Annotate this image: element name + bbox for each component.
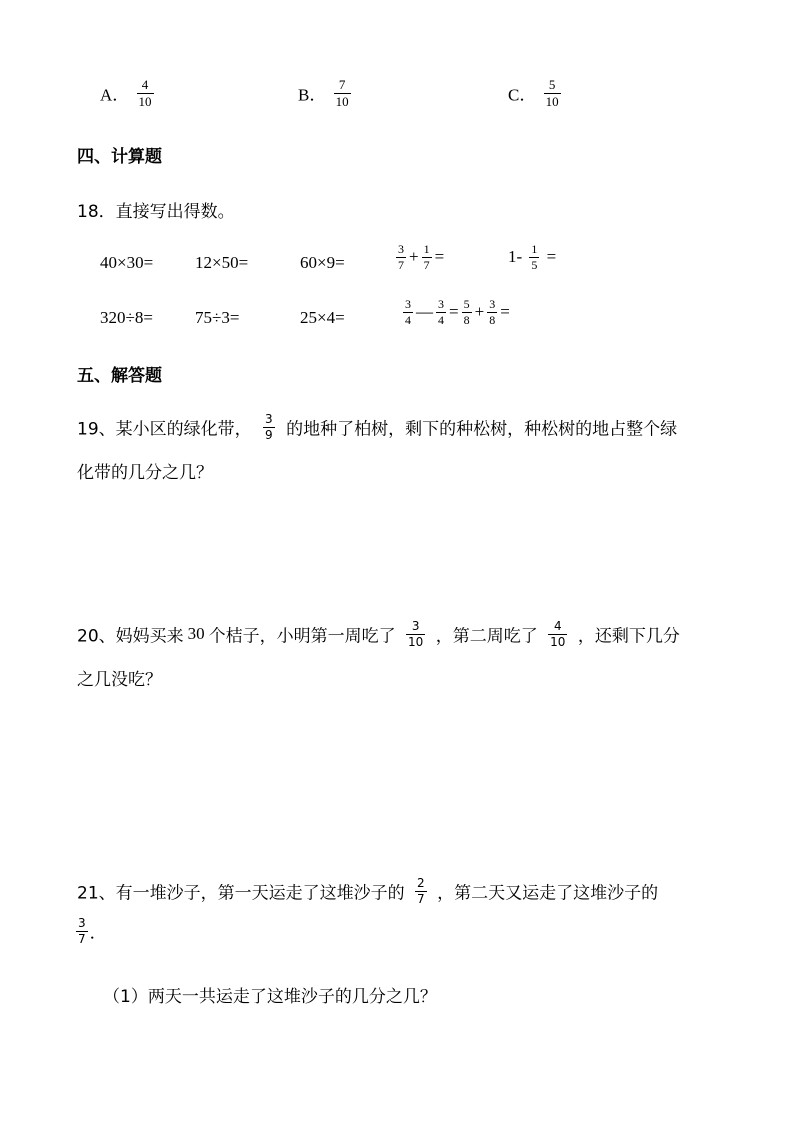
fraction: [403, 298, 413, 326]
numerator: 4: [141, 77, 149, 92]
question-18-text: 18．直接写出得数。: [77, 202, 235, 222]
minus-sign: —: [416, 302, 433, 322]
calc-60x9: 60×9=: [300, 253, 345, 272]
calc-40x30: 40×30=: [100, 253, 154, 272]
one-minus: 1-: [508, 247, 523, 267]
q21-text-mid: ，第二天又运走了这堆沙子的: [437, 883, 659, 904]
denominator: 8: [489, 312, 496, 327]
numerator: 2: [417, 876, 425, 890]
fraction: [406, 620, 425, 648]
denominator: 4: [405, 312, 411, 327]
numerator: 3: [411, 619, 420, 633]
numerator: 3: [398, 242, 404, 256]
q19-text-pre: 19、某小区的绿化带，: [77, 419, 252, 440]
denominator: 4: [438, 312, 444, 327]
q20-text-mid1: 个桔子，小明第一周吃了: [208, 626, 396, 647]
fraction: [76, 917, 88, 945]
question-20-line2: 之几没吃？: [77, 670, 162, 690]
numerator: 3: [405, 297, 411, 311]
equals-sign: =: [546, 247, 557, 267]
plus-sign: +: [474, 302, 485, 322]
denominator: 8: [463, 312, 470, 327]
question-21-line1: [77, 877, 658, 905]
fraction: [548, 620, 567, 648]
question-19-line1: [77, 413, 677, 441]
option-a-fraction: [137, 78, 154, 108]
option-b: [298, 78, 354, 108]
section-5-heading: 五、解答题: [77, 366, 162, 386]
denominator: 7: [417, 891, 425, 906]
fraction: [396, 243, 406, 271]
equals-sign: =: [434, 247, 445, 267]
option-b-label: B．: [298, 85, 327, 105]
calc-25x4: 25×4=: [300, 308, 345, 327]
calc-12x50: 12×50=: [195, 253, 249, 272]
fraction: [487, 298, 497, 326]
q21-text-pre: 21、有一堆沙子，第一天运走了这堆沙子的: [77, 883, 405, 904]
option-a: [100, 78, 157, 108]
denominator: 10: [138, 93, 152, 109]
fraction: [415, 877, 427, 905]
plus-sign: +: [409, 247, 419, 267]
question-21-sub1: （1）两天一共运走了这堆沙子的几分之几？: [103, 987, 437, 1007]
calc-75div3: 75÷3=: [195, 308, 240, 327]
fraction: [263, 413, 275, 441]
option-c: [508, 78, 564, 108]
calc-fraction-chain: [400, 298, 510, 326]
denominator: 10: [545, 93, 559, 109]
denominator: 7: [78, 931, 86, 946]
fraction: [436, 298, 446, 326]
denominator: 10: [550, 634, 566, 649]
calc-320div8: 320÷8=: [100, 308, 153, 327]
denominator: 7: [398, 257, 404, 272]
q20-text-post: ，还剩下几分: [577, 626, 680, 647]
fraction: [529, 243, 539, 271]
numerator: 3: [489, 297, 496, 311]
denominator: 10: [335, 93, 349, 109]
option-c-label: C．: [508, 85, 537, 105]
numerator: 5: [548, 77, 556, 92]
calc-one-minus-fraction: [508, 243, 556, 271]
section-4-heading: 四、计算题: [77, 147, 162, 167]
q19-text-post: 的地种了柏树，剩下的种松树，种松树的地占整个绿: [286, 419, 678, 440]
question-21-line2: [74, 917, 107, 945]
q21-text-end: ．: [89, 923, 107, 944]
q20-text-pre: 20、妈妈买来: [77, 626, 184, 647]
denominator: 10: [408, 634, 424, 649]
numerator: 1: [423, 242, 430, 256]
option-a-label: A．: [100, 85, 130, 105]
numerator: 5: [463, 297, 470, 311]
numerator: 3: [438, 297, 444, 311]
numerator: 1: [531, 242, 538, 256]
fraction: [422, 243, 432, 271]
numerator: 4: [553, 619, 562, 633]
question-20-line1: [77, 620, 680, 648]
numerator: 7: [338, 77, 346, 92]
denominator: 7: [423, 257, 430, 272]
q20-text-mid2: ，第二周吃了: [435, 626, 538, 647]
calc-fraction-add: [393, 243, 444, 271]
equals-sign: =: [500, 302, 510, 322]
question-19-line2: 化带的几分之几？: [77, 463, 213, 483]
fraction: [462, 298, 472, 326]
numerator: 3: [78, 916, 86, 930]
equals-sign: =: [449, 302, 459, 322]
q20-number: 30: [187, 624, 205, 644]
option-b-fraction: [334, 78, 351, 108]
option-c-fraction: [544, 78, 561, 108]
denominator: 9: [265, 427, 273, 442]
numerator: 3: [265, 412, 273, 426]
denominator: 5: [531, 257, 538, 272]
